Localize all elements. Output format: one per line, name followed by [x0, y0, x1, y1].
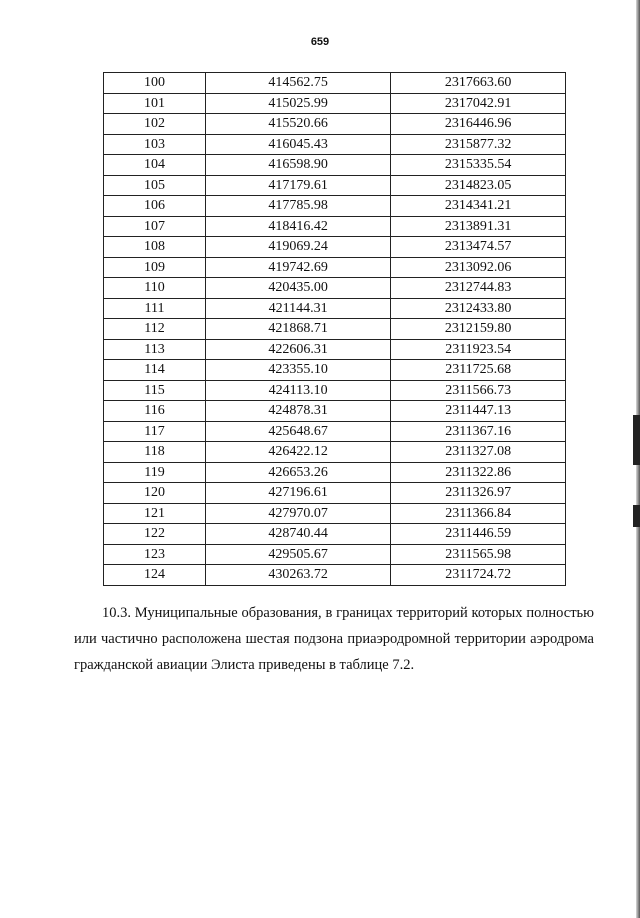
- x-coordinate-cell: 416045.43: [205, 134, 390, 155]
- y-coordinate-cell: 2311322.86: [391, 462, 566, 483]
- table-row: [104, 380, 566, 401]
- y-coordinate-cell: 2313092.06: [391, 257, 566, 278]
- y-coordinate-cell: 2315335.54: [391, 155, 566, 176]
- y-coordinate-cell: 2316446.96: [391, 114, 566, 135]
- x-coordinate-cell: 426422.12: [205, 442, 390, 463]
- y-coordinate-cell: 2314341.21: [391, 196, 566, 217]
- table-row: [104, 483, 566, 504]
- x-coordinate-cell: 426653.26: [205, 462, 390, 483]
- point-number-cell: 113: [104, 339, 206, 360]
- y-coordinate-cell: 2317042.91: [391, 93, 566, 114]
- x-coordinate-cell: 417785.98: [205, 196, 390, 217]
- table-row: [104, 196, 566, 217]
- point-number-cell: 123: [104, 544, 206, 565]
- table-row: [104, 93, 566, 114]
- table-row: [104, 134, 566, 155]
- y-coordinate-cell: 2311367.16: [391, 421, 566, 442]
- table-row: [104, 503, 566, 524]
- x-coordinate-cell: 427970.07: [205, 503, 390, 524]
- x-coordinate-cell: 418416.42: [205, 216, 390, 237]
- table-row: [104, 114, 566, 135]
- x-coordinate-cell: 422606.31: [205, 339, 390, 360]
- table-row: [104, 319, 566, 340]
- point-number-cell: 103: [104, 134, 206, 155]
- table-row: [104, 216, 566, 237]
- y-coordinate-cell: 2313891.31: [391, 216, 566, 237]
- y-coordinate-cell: 2317663.60: [391, 73, 566, 94]
- y-coordinate-cell: 2311565.98: [391, 544, 566, 565]
- point-number-cell: 104: [104, 155, 206, 176]
- x-coordinate-cell: 419742.69: [205, 257, 390, 278]
- x-coordinate-cell: 424113.10: [205, 380, 390, 401]
- point-number-cell: 102: [104, 114, 206, 135]
- table-row: [104, 339, 566, 360]
- point-number-cell: 118: [104, 442, 206, 463]
- y-coordinate-cell: 2312744.83: [391, 278, 566, 299]
- point-number-cell: 111: [104, 298, 206, 319]
- table-row: [104, 565, 566, 586]
- x-coordinate-cell: 416598.90: [205, 155, 390, 176]
- table-row: [104, 175, 566, 196]
- point-number-cell: 121: [104, 503, 206, 524]
- coordinates-table: [103, 72, 566, 586]
- point-number-cell: 119: [104, 462, 206, 483]
- point-number-cell: 115: [104, 380, 206, 401]
- point-number-cell: 100: [104, 73, 206, 94]
- table-row: [104, 544, 566, 565]
- x-coordinate-cell: 415520.66: [205, 114, 390, 135]
- coordinates-table-body: [104, 73, 566, 586]
- y-coordinate-cell: 2312159.80: [391, 319, 566, 340]
- x-coordinate-cell: 428740.44: [205, 524, 390, 545]
- scan-edge-mark: [633, 505, 640, 527]
- point-number-cell: 122: [104, 524, 206, 545]
- point-number-cell: 114: [104, 360, 206, 381]
- x-coordinate-cell: 415025.99: [205, 93, 390, 114]
- point-number-cell: 106: [104, 196, 206, 217]
- x-coordinate-cell: 421868.71: [205, 319, 390, 340]
- point-number-cell: 120: [104, 483, 206, 504]
- point-number-cell: 116: [104, 401, 206, 422]
- y-coordinate-cell: 2313474.57: [391, 237, 566, 258]
- y-coordinate-cell: 2312433.80: [391, 298, 566, 319]
- page-number: 659: [310, 36, 330, 48]
- point-number-cell: 105: [104, 175, 206, 196]
- table-row: [104, 237, 566, 258]
- x-coordinate-cell: 421144.31: [205, 298, 390, 319]
- x-coordinate-cell: 423355.10: [205, 360, 390, 381]
- point-number-cell: 112: [104, 319, 206, 340]
- table-row: [104, 298, 566, 319]
- y-coordinate-cell: 2311446.59: [391, 524, 566, 545]
- table-row: [104, 155, 566, 176]
- y-coordinate-cell: 2311366.84: [391, 503, 566, 524]
- y-coordinate-cell: 2311724.72: [391, 565, 566, 586]
- x-coordinate-cell: 427196.61: [205, 483, 390, 504]
- x-coordinate-cell: 429505.67: [205, 544, 390, 565]
- y-coordinate-cell: 2311566.73: [391, 380, 566, 401]
- table-row: [104, 524, 566, 545]
- point-number-cell: 124: [104, 565, 206, 586]
- x-coordinate-cell: 419069.24: [205, 237, 390, 258]
- table-row: [104, 442, 566, 463]
- table-row: [104, 278, 566, 299]
- table-row: [104, 421, 566, 442]
- x-coordinate-cell: 430263.72: [205, 565, 390, 586]
- table-row: [104, 401, 566, 422]
- table-row: [104, 360, 566, 381]
- y-coordinate-cell: 2311725.68: [391, 360, 566, 381]
- body-paragraph: 10.3. Муниципальные образования, в границах территорий которых полностью или частично расположена шестая подзона приаэродромной территории аэродрома гражданской авиации Элиста приведены в таблице 7.2.: [74, 605, 594, 673]
- x-coordinate-cell: 424878.31: [205, 401, 390, 422]
- x-coordinate-cell: 420435.00: [205, 278, 390, 299]
- y-coordinate-cell: 2315877.32: [391, 134, 566, 155]
- scan-edge-mark: [633, 415, 640, 465]
- point-number-cell: 107: [104, 216, 206, 237]
- table-row: [104, 462, 566, 483]
- x-coordinate-cell: 414562.75: [205, 73, 390, 94]
- y-coordinate-cell: 2311447.13: [391, 401, 566, 422]
- table-row: [104, 73, 566, 94]
- table-row: [104, 257, 566, 278]
- y-coordinate-cell: 2311326.97: [391, 483, 566, 504]
- point-number-cell: 108: [104, 237, 206, 258]
- y-coordinate-cell: 2311327.08: [391, 442, 566, 463]
- point-number-cell: 101: [104, 93, 206, 114]
- x-coordinate-cell: 417179.61: [205, 175, 390, 196]
- y-coordinate-cell: 2311923.54: [391, 339, 566, 360]
- point-number-cell: 109: [104, 257, 206, 278]
- point-number-cell: 110: [104, 278, 206, 299]
- point-number-cell: 117: [104, 421, 206, 442]
- y-coordinate-cell: 2314823.05: [391, 175, 566, 196]
- x-coordinate-cell: 425648.67: [205, 421, 390, 442]
